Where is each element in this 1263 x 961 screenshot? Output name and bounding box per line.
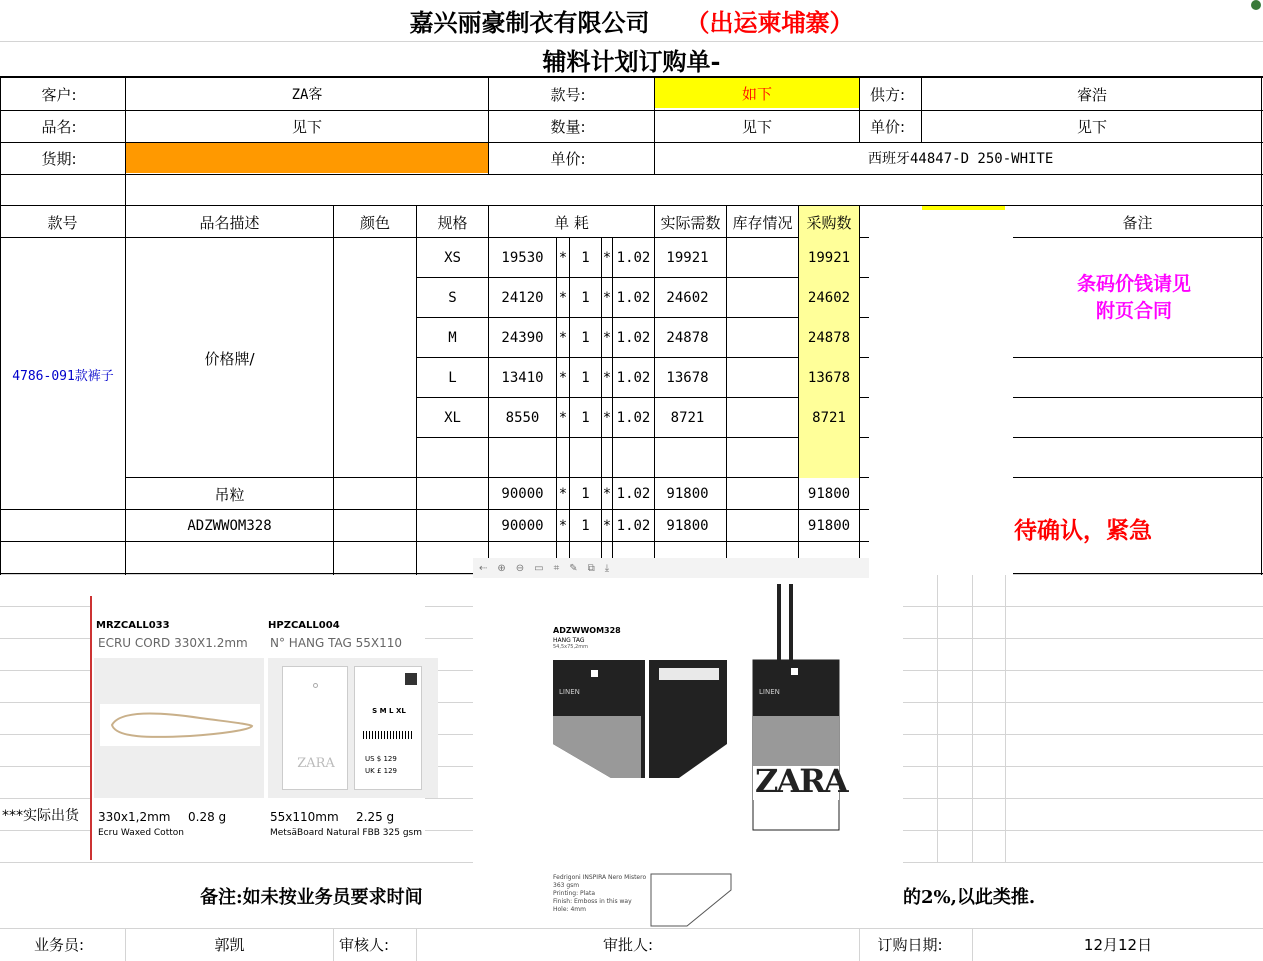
- spec-right-type: HANG TAG: [553, 637, 585, 644]
- pendant-x2: *: [602, 486, 612, 502]
- size-row-qty: 13410: [501, 370, 544, 386]
- size-row-factor: 1.02: [616, 290, 651, 306]
- size-row-mult: 1: [581, 330, 590, 346]
- document-title: 辅料计划订购单-: [542, 46, 721, 76]
- size-row-factor: 1.02: [616, 330, 651, 346]
- spec-weight1: 0.28 g: [188, 810, 227, 824]
- spec-weight2: 2.25 g: [356, 810, 395, 824]
- size-row-factor: 1.02: [616, 250, 651, 266]
- footer-note-right: 的2%,以此类推.: [903, 887, 1036, 908]
- adz-qty: 90000: [501, 518, 544, 534]
- size-row-x1: *: [558, 250, 568, 266]
- pendant-desc: 吊粒: [214, 485, 245, 504]
- size-row-purchase: 13678: [807, 370, 851, 386]
- unit-price2-value: 西班牙44847-D 250-WHITE: [868, 151, 1054, 167]
- size-row-need: 24602: [666, 290, 709, 306]
- unit-price-value: 见下: [1076, 117, 1107, 136]
- size-row-purchase: 8721: [812, 410, 846, 426]
- zoom-in-icon[interactable]: ⊕: [497, 562, 506, 574]
- size-row-qty: 24390: [501, 330, 544, 346]
- size-row-need: 8721: [670, 410, 705, 426]
- tag-outline-icon: [647, 870, 737, 930]
- customer-label: 客户:: [41, 85, 77, 104]
- spec-right-dims: 54,5x75,2mm: [553, 644, 588, 650]
- tag-price-uk: UK £ 129: [365, 767, 397, 775]
- actual-ship-label: ***实际出货: [2, 808, 79, 824]
- item-description: 价格牌/: [204, 349, 255, 368]
- size-row-x1: *: [558, 330, 568, 346]
- spec-material1: Ecru Waxed Cotton: [98, 828, 184, 838]
- size-row-size: XS: [444, 250, 461, 266]
- size-row-need: 24878: [666, 330, 709, 346]
- size-row-need: 13678: [666, 370, 709, 386]
- delivery-value: [126, 143, 488, 173]
- col-header-actual-need: 实际需数: [660, 213, 721, 232]
- tag-sizes: S M L XL: [372, 707, 406, 715]
- reviewer-label: 审核人:: [338, 935, 390, 954]
- spec-material2: MetsäBoard Natural FBB 325 gsm: [270, 828, 422, 838]
- spec-right-brand: ZARA: [755, 762, 847, 800]
- size-row-mult: 1: [581, 370, 590, 386]
- size-row-purchase: 19921: [807, 250, 851, 266]
- spec-code2: HPZCALL004: [268, 620, 340, 631]
- order-date-value: 12月12日: [1083, 935, 1153, 954]
- size-row-qty: 8550: [505, 410, 540, 426]
- col-header-consumption: 单 耗: [554, 213, 589, 232]
- size-row-x2: *: [602, 290, 612, 306]
- zoom-out-icon[interactable]: ⊖: [515, 562, 525, 574]
- save-icon[interactable]: ⤓: [604, 562, 610, 574]
- size-row-x2: *: [602, 370, 612, 386]
- green-corner-mark: [1251, 0, 1261, 10]
- delivery-label: 货期:: [41, 149, 77, 168]
- spec-name1: ECRU CORD 330X1.2mm: [98, 636, 248, 650]
- size-row-size: S: [448, 290, 457, 306]
- spec-right-linen-1: LINEN: [559, 688, 580, 696]
- col-header-style: 款号: [47, 213, 78, 232]
- tag-price-us: US $ 129: [365, 755, 397, 763]
- size-row-qty: 24120: [501, 290, 544, 306]
- style-label: 款号:: [550, 85, 586, 104]
- pendant-need: 91800: [666, 486, 709, 502]
- crop-icon[interactable]: ⌗: [553, 562, 560, 574]
- size-row-x1: *: [558, 410, 568, 426]
- salesman-label: 业务员:: [33, 935, 85, 954]
- order-date-label: 订购日期:: [877, 935, 943, 954]
- size-row-x2: *: [602, 330, 612, 346]
- adz-purchase: 91800: [807, 518, 851, 534]
- tag-brand-back: ZARA: [297, 755, 335, 771]
- size-row-purchase: 24878: [807, 330, 851, 346]
- supplier-label: 供方:: [869, 85, 906, 104]
- qty-label: 数量:: [550, 117, 586, 136]
- size-row-mult: 1: [581, 290, 590, 306]
- pasted-blank-overlay: [869, 210, 1013, 575]
- footer-note-left: 备注:如未按业务员要求时间: [200, 887, 423, 908]
- pendant-x1: *: [558, 486, 568, 502]
- col-header-size: 规格: [437, 213, 468, 232]
- spec-right-code: ADZWWOM328: [553, 626, 621, 635]
- spec-right-linen-2: LINEN: [759, 688, 780, 696]
- title-row: [0, 0, 1263, 42]
- pendant-mult: 1: [581, 486, 590, 502]
- col-header-stock: 库存情况: [732, 213, 793, 232]
- size-row-x1: *: [558, 290, 568, 306]
- size-row-mult: 1: [581, 250, 590, 266]
- remark-barcode: 条码价钱请见 附页合同: [1076, 273, 1191, 322]
- adz-x1: *: [558, 518, 568, 534]
- style-number: 4786-091款裤子: [12, 368, 114, 384]
- size-row-size: L: [448, 370, 457, 386]
- spec-right-printing: Printing: Plata: [553, 890, 595, 897]
- adz-x2: *: [602, 518, 612, 534]
- pendant-factor: 1.02: [616, 486, 651, 502]
- spec-right-hole: Hole: 4mm: [553, 906, 586, 913]
- spec-right-paper: Fedrigoni INSPIRA Nero Mistero: [553, 874, 647, 881]
- fit-icon[interactable]: ▭: [534, 562, 544, 574]
- edit-icon[interactable]: ✎: [569, 562, 578, 574]
- adz-desc: ADZWWOM328: [187, 518, 272, 534]
- size-row-mult: 1: [581, 410, 590, 426]
- unit-price2-label: 单价:: [550, 149, 586, 168]
- size-row-qty: 19530: [501, 250, 544, 266]
- pendant-qty: 90000: [501, 486, 544, 502]
- shipping-note: （出运柬埔寨）: [685, 8, 854, 37]
- adz-mult: 1: [581, 518, 590, 534]
- size-row-factor: 1.02: [616, 370, 651, 386]
- size-row-factor: 1.02: [616, 410, 651, 426]
- spec-image-right: [473, 558, 903, 930]
- size-row-need: 19921: [666, 250, 709, 266]
- viewer-toolbar[interactable]: [473, 558, 869, 578]
- hangtag-panel: [268, 658, 438, 798]
- size-row-x1: *: [558, 370, 568, 386]
- col-header-remark: 备注: [1122, 213, 1153, 232]
- spec-name2: N° HANG TAG 55X110: [270, 636, 403, 650]
- product-label: 品名:: [41, 117, 77, 136]
- pendant-purchase: 91800: [807, 486, 851, 502]
- spec-right-finish: Finish: Emboss in this way: [553, 898, 632, 905]
- spec-dim2: 55x110mm: [270, 810, 339, 824]
- salesman-value: 郭凯: [214, 935, 245, 954]
- product-value: 见下: [291, 117, 322, 136]
- cord-icon: [100, 704, 260, 746]
- size-row-purchase: 24602: [807, 290, 851, 306]
- company-name: 嘉兴丽豪制衣有限公司: [409, 8, 650, 37]
- spec-code1: MRZCALL033: [96, 620, 170, 631]
- copy-icon[interactable]: ⧉: [587, 562, 595, 574]
- col-header-purchase: 采购数: [806, 213, 852, 232]
- col-header-desc: 品名描述: [199, 213, 260, 232]
- unit-price-label: 单价:: [869, 117, 906, 136]
- qty-value: 见下: [741, 117, 772, 136]
- spec-dim1: 330x1,2mm: [98, 810, 171, 824]
- approver-label: 审批人:: [602, 935, 654, 954]
- customer-value: ZA客: [291, 87, 323, 103]
- col-header-color: 颜色: [359, 213, 390, 232]
- style-value: 如下: [655, 78, 859, 108]
- size-row-size: M: [448, 330, 457, 346]
- spec-image-left: [90, 596, 425, 860]
- cord-panel: [94, 658, 264, 798]
- spec-right-gsm: 363 gsm: [553, 882, 580, 889]
- adz-factor: 1.02: [616, 518, 651, 534]
- back-icon[interactable]: ⇠: [479, 562, 488, 574]
- size-row-x2: *: [602, 410, 612, 426]
- size-row-x2: *: [602, 250, 612, 266]
- remark-urgent: 待确认，紧急: [1014, 516, 1152, 544]
- supplier-value: 睿浩: [1076, 85, 1107, 104]
- adz-need: 91800: [666, 518, 709, 534]
- size-row-size: XL: [444, 410, 461, 426]
